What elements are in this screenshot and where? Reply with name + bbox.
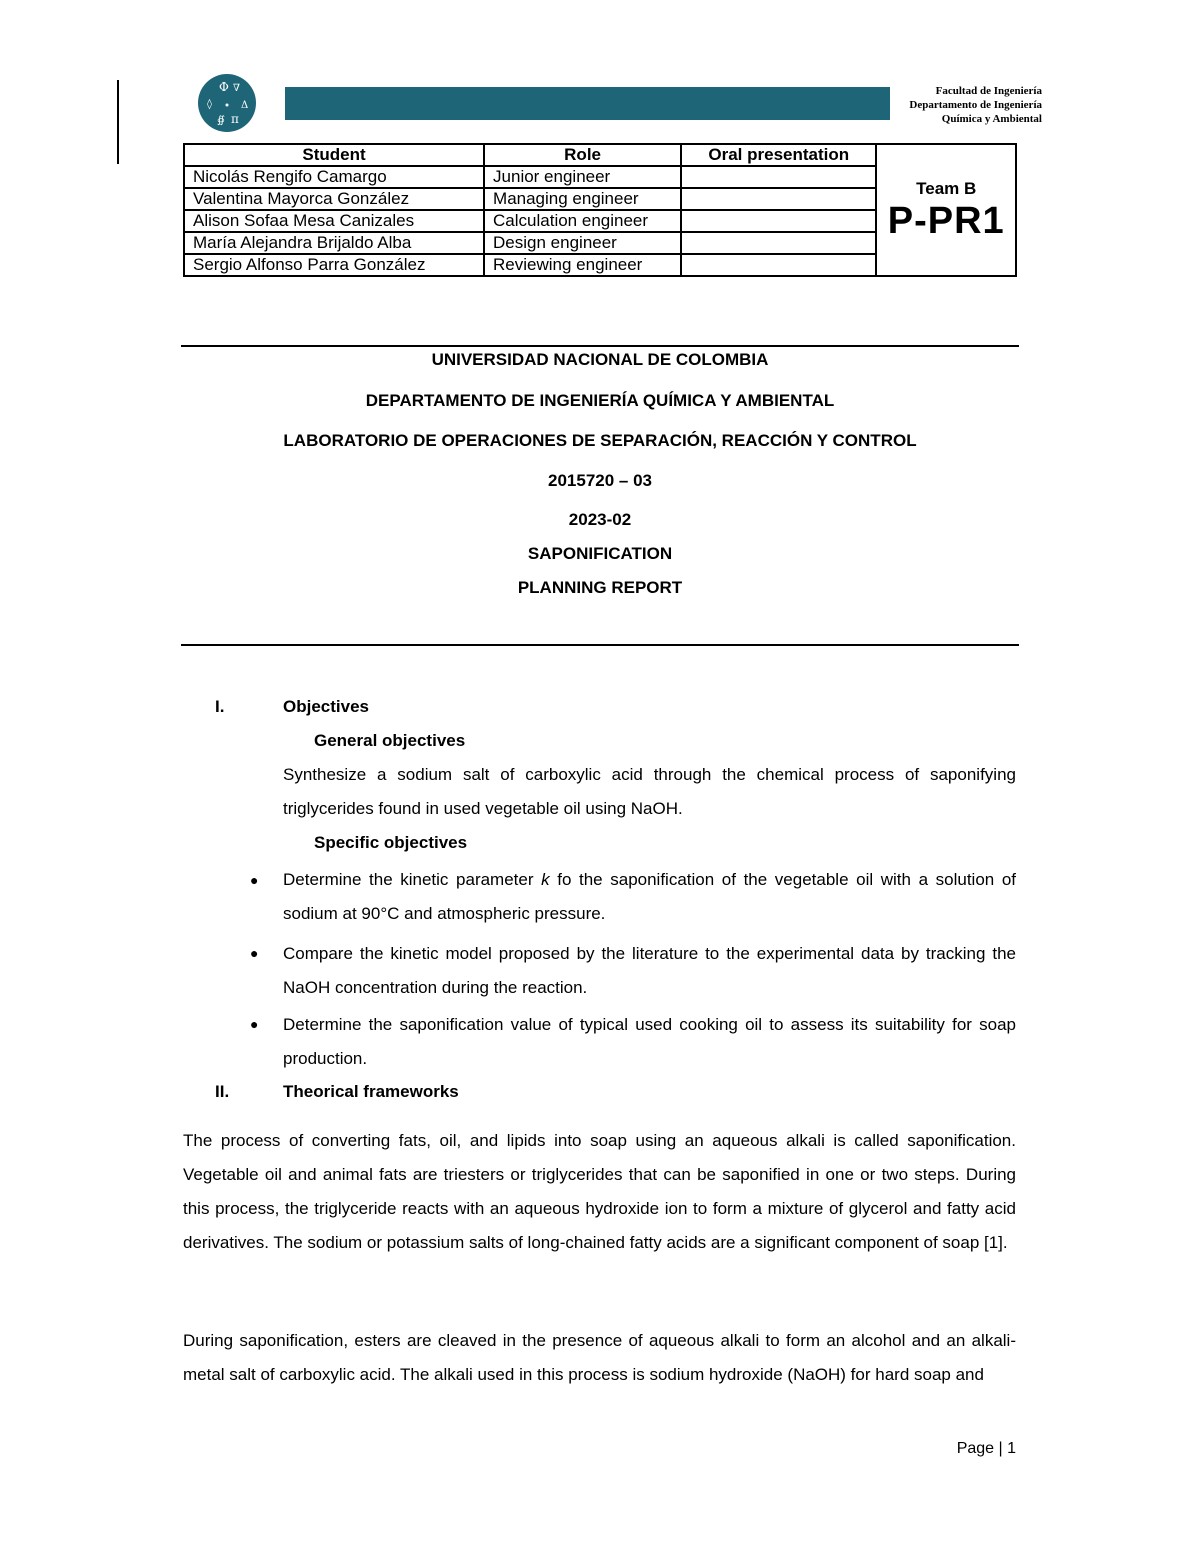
course-code: 2015720 – 03 — [548, 471, 652, 490]
framework-paragraph-1: The process of converting fats, oil, and lipids into soap using an aqueous alkali is called saponification. Vegetable oil and animal fats are triesters or triglycerides that can be saponified in one or two steps. During this process, the triglyceride reacts with an aqueous hydroxide ion to form a mixture of glycerol and fatty acid derivatives. The sodium or potassium salts of long-chained fatty acids are a significant component of soap [1]. — [183, 1131, 1016, 1252]
university-name: UNIVERSIDAD NACIONAL DE COLOMBIA — [431, 350, 769, 369]
column-header-student: Student — [184, 144, 484, 166]
university-logo — [197, 73, 257, 133]
section-title-objectives: Objectives — [283, 697, 369, 716]
student-name: Alison Sofaa Mesa Canizales — [184, 210, 484, 232]
faculty-line: Facultad de Ingeniería — [935, 85, 1042, 97]
bullet-icon: ● — [250, 1016, 259, 1032]
student-role: Design engineer — [484, 232, 681, 254]
svg-text:∇: ∇ — [233, 83, 240, 94]
oral-presentation-cell — [681, 232, 876, 254]
specific-objective-3: Determine the saponification value of typical used cooking oil to assess its suitability for soap production. — [283, 1015, 1016, 1068]
department-line: Departamento de Ingeniería — [909, 99, 1042, 111]
svg-text:π: π — [231, 112, 239, 126]
student-name: Nicolás Rengifo Camargo — [184, 166, 484, 188]
team-code: P-PR1 — [887, 200, 1005, 242]
specific-objective-1: Determine the kinetic parameter k fo the saponification of the vegetable oil with a solution of sodium at 90°C and atmospheric pressure. — [283, 870, 1017, 923]
column-header-oral: Oral presentation — [681, 144, 876, 166]
page-number: Page | 1 — [956, 1440, 1016, 1457]
report-type: PLANNING REPORT — [517, 578, 683, 597]
general-objectives-heading: General objectives — [314, 731, 466, 750]
oral-presentation-cell — [681, 166, 876, 188]
oral-presentation-cell — [681, 254, 876, 276]
bullet-icon: ● — [250, 945, 259, 961]
oral-presentation-cell — [681, 188, 876, 210]
student-role: Reviewing engineer — [484, 254, 681, 276]
divider-bottom — [181, 644, 1019, 646]
section-number-1: I. — [215, 697, 225, 716]
lab-name: LABORATORIO DE OPERACIONES DE SEPARACIÓN, REACCIÓN Y CONTROL — [283, 431, 917, 450]
team-cell — [876, 144, 1016, 276]
student-role: Managing engineer — [484, 188, 681, 210]
department-name: DEPARTAMENTO DE INGENIERÍA QUÍMICA Y AMBIENTAL — [365, 391, 835, 410]
general-objective-text: Synthesize a sodium salt of carboxylic acid through the chemical process of saponifying triglycerides found in used vegetable oil using NaOH. — [283, 765, 1016, 818]
student-role: Calculation engineer — [484, 210, 681, 232]
department-line-2: Química y Ambiental — [941, 113, 1042, 125]
oral-presentation-cell — [681, 210, 876, 232]
svg-text:◊: ◊ — [207, 99, 212, 110]
column-header-role: Role — [484, 144, 681, 166]
team-label: Team B — [916, 179, 977, 198]
specific-objectives-heading: Specific objectives — [314, 833, 468, 852]
svg-text:∯: ∯ — [217, 115, 225, 126]
student-name: Sergio Alfonso Parra González — [184, 254, 484, 276]
semester: 2023-02 — [568, 510, 632, 529]
student-name: Valentina Mayorca González — [184, 188, 484, 210]
svg-text:Δ: Δ — [241, 100, 249, 111]
student-name: María Alejandra Brijaldo Alba — [184, 232, 484, 254]
header-band — [285, 87, 890, 120]
topic: SAPONIFICATION — [527, 544, 673, 563]
team-table — [183, 143, 1017, 277]
svg-text:Φ: Φ — [219, 80, 229, 94]
bullet-icon: ● — [250, 872, 259, 888]
section-title-frameworks: Theorical frameworks — [283, 1082, 459, 1101]
framework-paragraph-2: During saponification, esters are cleaved in the presence of aqueous alkali to form an alcohol and an alkali-metal salt of carboxylic acid. The alkali used in this process is sodium hydroxide (NaOH) for hard soap and — [183, 1331, 1016, 1384]
faculty-header — [880, 84, 1042, 126]
specific-objective-2: Compare the kinetic model proposed by the literature to the experimental data by tracking the NaOH concentration during the reaction. — [283, 944, 1016, 997]
student-role: Junior engineer — [484, 166, 681, 188]
margin-marker — [117, 80, 119, 164]
section-number-2: II. — [215, 1082, 230, 1101]
divider-top — [181, 345, 1019, 347]
